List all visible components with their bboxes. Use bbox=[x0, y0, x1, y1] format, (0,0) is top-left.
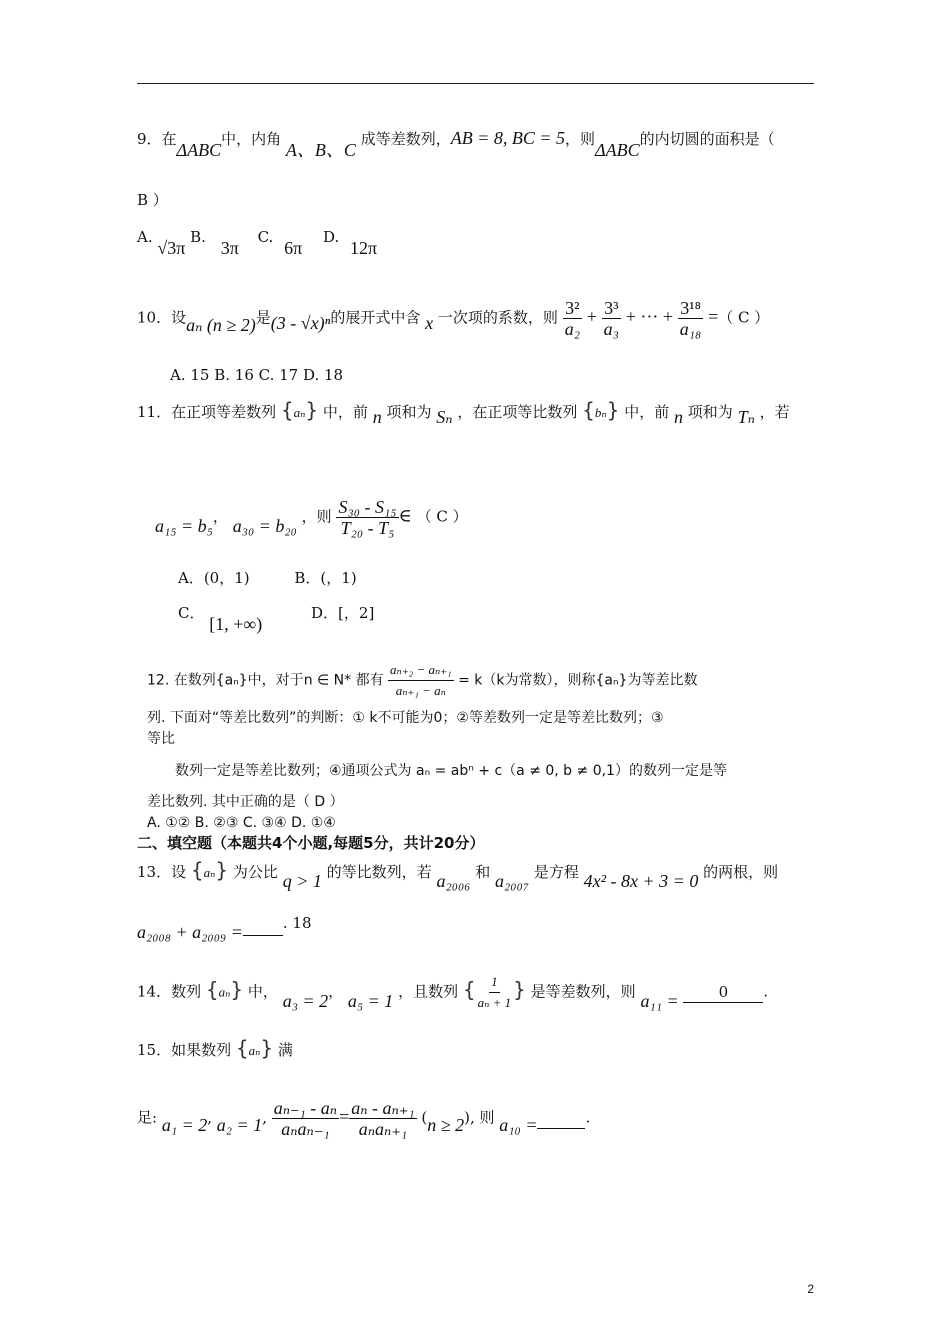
q9-line1: 9．在ΔABC中，内角 A、B、C 成等差数列，AB = 8, BC = 5，则ΔABC的内切圆的面积是（ bbox=[137, 128, 775, 160]
q12-line1: 12. 在数列{aₙ}中，对于n ∈ N* 都有 $\frac{\text{aₙ₊₂ − aₙ₊₁}}{\text{aₙ₊₁ − aₙ}}$ = k（k为常数），则称{aₙ}为等差比数 bbox=[147, 660, 697, 701]
q10-frac3: $\frac{\text{3¹⁸}}{\text{a₁₈}}$ bbox=[679, 298, 702, 339]
header-rule bbox=[137, 83, 814, 84]
q10-frac1: $\frac{\text{3²}}{\text{a₂}}$ bbox=[564, 298, 580, 339]
q13-line2: a₂₀₀₈ + a₂₀₀₉ = . 18 bbox=[137, 914, 312, 942]
q12-options: A. ①② B. ②③ C. ③④ D. ①④ bbox=[147, 815, 336, 831]
q15-fraction-right: $\frac{\text{aₙ - aₙ₊₁}}{\text{aₙaₙ₊₁}}$ bbox=[351, 1098, 415, 1139]
q11-options-cd: C． [1, +∞) D．[，2] bbox=[178, 604, 375, 634]
q12-line5: 差比数列. 其中正确的是（ D ） bbox=[147, 794, 344, 810]
q15-line1: 15．如果数列 {aₙ} 满 bbox=[137, 1036, 293, 1060]
q15-fraction-left: $\frac{\text{aₙ₋₁ - aₙ}}{\text{aₙaₙ₋₁}}$ bbox=[273, 1098, 338, 1139]
q14-line: 14．数列 {aₙ} 中， a₃ = 2， a₅ = 1 ，且数列 { $\frac{1}{\text{aₙ + 1}}$ } 是等差数列，则 a₁₁ = 0 . bbox=[137, 972, 768, 1013]
q11-line2: a₁₅ = b₅， a₃₀ = b₂₀ ，则 $\frac{\text{S₃₀ - S₁₅}}{\text{T₂₀ - T₅}}$ ∈ （ C ） bbox=[155, 497, 468, 538]
q10-frac2: $\frac{\text{3³}}{\text{a₃}}$ bbox=[603, 298, 619, 339]
q14-fraction: $\frac{1}{\text{aₙ + 1}}$ bbox=[477, 974, 512, 1010]
q10-line: 10．设aₙ (n ≥ 2)是(3 - √x)ⁿ的展开式中含 x 一次项的系数，则 $\frac{\text{3²}}{\text{a₂}}$ + $\frac{\text{3³}}{\text{a₃}}$ + ··· + $\frac{\text{3¹⁸}}{\text{a₁₈}}$ =（ C ） bbox=[137, 298, 770, 339]
q15-answer-blank bbox=[537, 1128, 585, 1129]
q12-line3: 等比 bbox=[147, 731, 175, 747]
section-heading: 二、填空题（本题共4个小题,每题5分，共计20分） bbox=[137, 834, 485, 852]
q12-fraction: $\frac{\text{aₙ₊₂ − aₙ₊₁}}{\text{aₙ₊₁ − aₙ}}$ bbox=[390, 662, 452, 698]
q13-blank bbox=[243, 935, 283, 936]
q9-answer: B ） bbox=[137, 191, 168, 209]
q12-line4: 数列一定是等差比数列；④通项公式为 aₙ = abⁿ + c（a ≠ 0, b ≠ 0,1）的数列一定是等 bbox=[175, 763, 727, 779]
q13-line1: 13．设 {aₙ} 为公比 q > 1 的等比数列，若 a₂₀₀₆ 和 a₂₀₀₇ 是方程 4x² - 8x + 3 = 0 的两根，则 bbox=[137, 858, 779, 891]
q11-line1: 11．在正项等差数列 {aₙ} 中，前 n 项和为 Sₙ ，在正项等比数列 {bₙ} 中，前 n 项和为 Tₙ ，若 bbox=[137, 398, 790, 427]
q11-options-ab: A．(0，1) B．(，1) bbox=[178, 569, 357, 587]
q9-options: A. √3π B. 3π C. 6π D. 12π bbox=[137, 228, 378, 258]
q12-line2: 列. 下面对“等差比数列”的判断：① k不可能为0；②等差数列一定是等差比数列；③ bbox=[147, 710, 664, 726]
q14-answer-blank: 0 bbox=[683, 982, 763, 1003]
q11-fraction: $\frac{\text{S₃₀ - S₁₅}}{\text{T₂₀ - T₅}}$ bbox=[338, 497, 397, 538]
q15-line2: 足: a₁ = 2, a₂ = 1, $\frac{\text{aₙ₋₁ - aₙ}}{\text{aₙaₙ₋₁}}$ = $\frac{\text{aₙ - aₙ₊₁}}{\text{aₙaₙ₊₁}}$ (n ≥ 2), 则 a₁₀ = . bbox=[137, 1098, 591, 1139]
page-number: 2 bbox=[807, 1282, 814, 1296]
q10-options: A. 15 B. 16 C. 17 D. 18 bbox=[170, 366, 344, 384]
